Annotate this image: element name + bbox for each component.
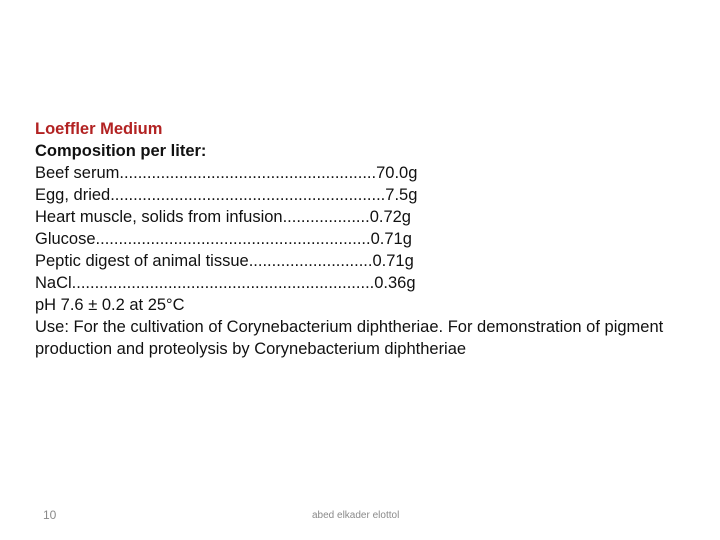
ingredient-line: Egg, dried............................................................7.5g — [35, 186, 418, 204]
footer-author: abed elkader elottol — [312, 510, 400, 521]
ingredient-line: Heart muscle, solids from infusion...................0.72g — [35, 208, 411, 226]
ingredient-line: Peptic digest of animal tissue...........................0.71g — [35, 252, 414, 270]
ph-line: pH 7.6 ± 0.2 at 25°C — [35, 296, 185, 314]
use-description: Use: For the cultivation of Corynebacterium diphtheriae. For demonstration of pigment production and proteolysis by Corynebacterium diphtheriae — [35, 318, 664, 358]
ingredient-line: NaCl..................................................................0.36g — [35, 274, 416, 292]
page-number: 10 — [43, 508, 57, 522]
slide-content — [35, 118, 695, 360]
ingredient-line: Glucose............................................................0.71g — [35, 230, 412, 248]
ingredient-line: Beef serum........................................................70.0g — [35, 164, 418, 182]
slide-title: Loeffler Medium — [35, 120, 163, 138]
composition-heading: Composition per liter: — [35, 142, 207, 160]
